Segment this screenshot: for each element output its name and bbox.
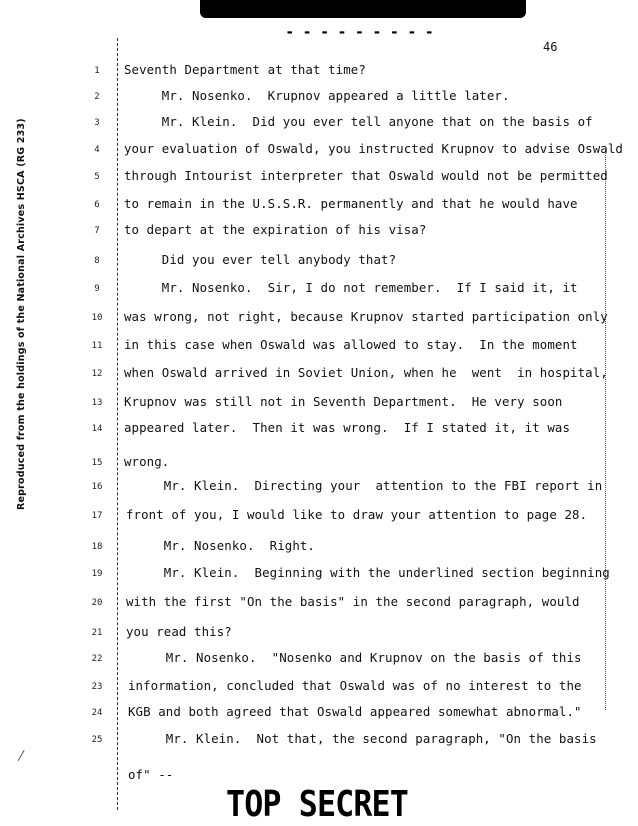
transcript-line: Mr. Nosenko. Sir, I do not remember. If I said it, it bbox=[124, 280, 578, 295]
transcript-line: wrong. bbox=[124, 454, 170, 469]
line-number: 18 bbox=[91, 542, 103, 552]
line-number: 23 bbox=[91, 682, 103, 692]
line-number: 17 bbox=[91, 511, 103, 521]
line-number: 22 bbox=[91, 654, 103, 664]
line-number: 25 bbox=[91, 735, 103, 745]
transcript-line: to remain in the U.S.S.R. permanently and that he would have bbox=[124, 196, 578, 211]
transcript-line: your evaluation of Oswald, you instructed Krupnov to advise Oswald bbox=[124, 141, 623, 156]
line-number: 7 bbox=[94, 226, 100, 236]
redaction-bar bbox=[200, 0, 526, 18]
transcript-line: Mr. Klein. Did you ever tell anyone that on the basis of bbox=[124, 114, 593, 129]
transcript-line: Mr. Klein. Beginning with the underlined section beginning bbox=[126, 565, 610, 580]
transcript-line: to depart at the expiration of his visa? bbox=[124, 222, 427, 237]
line-number: 8 bbox=[94, 256, 100, 266]
transcript-line: appeared later. Then it was wrong. If I stated it, it was bbox=[124, 420, 571, 435]
transcript-line: Mr. Nosenko. Right. bbox=[126, 538, 315, 553]
line-number: 12 bbox=[91, 369, 103, 379]
classification-stamp: TOP SECRET bbox=[226, 784, 408, 825]
pen-mark bbox=[18, 750, 34, 766]
transcript-line: Mr. Nosenko. "Nosenko and Krupnov on the basis of this bbox=[128, 650, 582, 665]
transcript-line: you read this? bbox=[126, 624, 232, 639]
transcript-line: front of you, I would like to draw your attention to page 28. bbox=[126, 507, 588, 522]
transcript-line: KGB and both agreed that Oswald appeared somewhat abnormal." bbox=[128, 704, 582, 719]
line-number: 5 bbox=[94, 172, 100, 182]
transcript-line: through Intourist interpreter that Oswald would not be permitted bbox=[124, 168, 608, 183]
line-number: 3 bbox=[94, 118, 100, 128]
left-margin-rule bbox=[117, 38, 118, 810]
transcript-line: Seventh Department at that time? bbox=[124, 62, 366, 77]
transcript-line: with the first "On the basis" in the second paragraph, would bbox=[126, 594, 580, 609]
line-number: 14 bbox=[91, 424, 103, 434]
line-number: 2 bbox=[94, 92, 100, 102]
transcript-line: in this case when Oswald was allowed to stay. In the moment bbox=[124, 337, 578, 352]
page-number: 46 bbox=[543, 40, 558, 54]
archive-side-stamp: Reproduced from the holdings of the National Archives HSCA (RG 233) bbox=[16, 118, 27, 510]
line-number: 20 bbox=[91, 598, 103, 608]
right-margin-rule bbox=[605, 150, 606, 710]
line-number: 1 bbox=[94, 66, 100, 76]
line-number: 15 bbox=[91, 458, 103, 468]
line-number: 10 bbox=[91, 313, 103, 323]
line-number: 9 bbox=[94, 284, 100, 294]
line-number: 16 bbox=[91, 482, 103, 492]
transcript-line: Did you ever tell anybody that? bbox=[124, 252, 397, 267]
line-number: 13 bbox=[91, 398, 103, 408]
transcript-line: Krupnov was still not in Seventh Department. He very soon bbox=[124, 394, 563, 409]
line-number: 19 bbox=[91, 569, 103, 579]
transcript-line: was wrong, not right, because Krupnov started participation only bbox=[124, 309, 608, 324]
transcript-line: of" -- bbox=[128, 767, 174, 782]
transcript-line: Mr. Klein. Directing your attention to the FBI report in bbox=[126, 478, 603, 493]
transcript-line: when Oswald arrived in Soviet Union, when he went in hospital, bbox=[124, 365, 608, 380]
transcript-line: Mr. Nosenko. Krupnov appeared a little later. bbox=[124, 88, 510, 103]
line-number: 21 bbox=[91, 628, 103, 638]
line-number: 4 bbox=[94, 145, 100, 155]
transcript-line: Mr. Klein. Not that, the second paragraph, "On the basis bbox=[128, 731, 597, 746]
line-number: 11 bbox=[91, 341, 103, 351]
line-number: 6 bbox=[94, 200, 100, 210]
line-number: 24 bbox=[91, 708, 103, 718]
top-stamp: - - - - - - - - - bbox=[286, 24, 436, 40]
transcript-line: information, concluded that Oswald was of no interest to the bbox=[128, 678, 582, 693]
